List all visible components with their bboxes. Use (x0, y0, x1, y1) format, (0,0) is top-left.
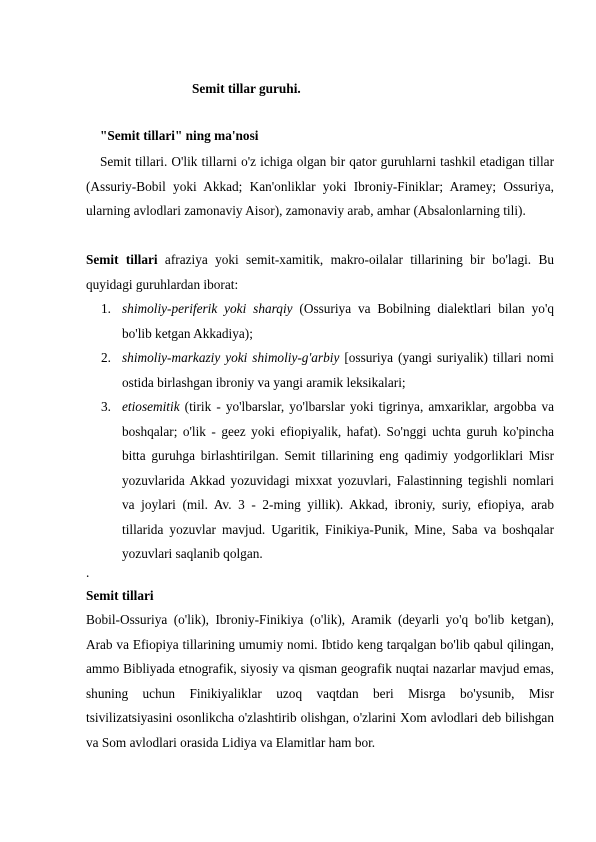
list-item (86, 297, 554, 346)
list-text: (Ossuriya va Bobilning dialektlari bilan yo'q bo'lib ketgan Akkadiya); (122, 301, 554, 341)
section-heading-semit: Semit tillari (86, 588, 154, 603)
separator-dot: . (86, 565, 90, 580)
paragraph-rest-text: afraziya yoki semit-xamitik, makro-oilalar tillarining bir bo'lagi. Bu quyidagi guruhlardan iborat: (86, 252, 554, 292)
list-text: [ossuriya (yangi suriyalik) tillari nomi ostida birlashgan ibroniy va yangi aramik leksikalari; (122, 350, 554, 390)
list-item (86, 395, 554, 567)
list-term: etiosemitik (122, 399, 180, 414)
list-number: 1. (101, 301, 111, 316)
list-term: shimoliy-markaziy yoki shimoliy-g'arbiy (122, 350, 340, 365)
list-text: (tirik - yo'lbarslar, yo'lbarslar yoki tigrinya, amxariklar, argobba va boshqalar; o'lik - geez yoki efiopiyalik, hafat). So'nggi uchta guruh ko'pincha bitta guruhga birlashtirilgan. Semit tillarining eng qadimiy yodgorliklari Misr yozuvlarida Akkad yozuvidagi mixxat yozuvlari, Falastinning tegishli nomlari va joylari (mil. Av. 3 - 2-ming yillik). Akkad, ibroniy, suriy, efiopiya, arab tillarida yozuvlar mavjud. Ugaritik, Finikiya-Punik, Mine, Saba va boshqalar yozuvlari saqlanib qolgan. (122, 399, 554, 561)
document-title: Semit tillar guruhi. (192, 81, 301, 96)
list-number: 2. (101, 350, 111, 365)
paragraph-semit-intro: Semit tillari. O'lik tillarni o'z ichiga olgan bir qator guruhlarni tashkil etadigan tillar (Assuriy-Bobil yoki Akkad; Kan'onliklar yoki Ibroniy-Finiklar; Aramey; Ossuriya, ularning avlodlari zamonaviy Aisor), zamonaviy arab, amhar (Absalonlarning tili). (86, 154, 554, 218)
section-heading-meaning: "Semit tillari" ning ma'nosi (100, 128, 259, 143)
list-number: 3. (101, 399, 111, 414)
list-item (86, 346, 554, 395)
paragraph-semit-groups (86, 248, 554, 297)
paragraph-semit-definition: Bobil-Ossuriya (o'lik), Ibroniy-Finikiya (o'lik), Aramik (deyarli yo'q bo'lib ketgan), Arab va Efiopiya tillarining umumiy nomi. Ibtido keng tarqalgan bo'lib qabul qilingan, ammo Bibliyada etnografik, siyosiy va qisman geografik nuqtai nazarlar mavjud emas, shuning uchun Finikiyaliklar uzoq vaqtdan beri Misrga bo'ysunib, Misr tsivilizatsiyasini osonlikcha o'zlashtirib olishgan, o'zlarini Xom avlodlari deb bilishgan va Som avlodlari orasida Lidiya va Elamitlar ham bor. (86, 612, 554, 750)
groups-list (86, 297, 554, 567)
list-term: shimoliy-periferik yoki sharqiy (122, 301, 293, 316)
paragraph-bold-term: Semit tillari (86, 252, 158, 267)
